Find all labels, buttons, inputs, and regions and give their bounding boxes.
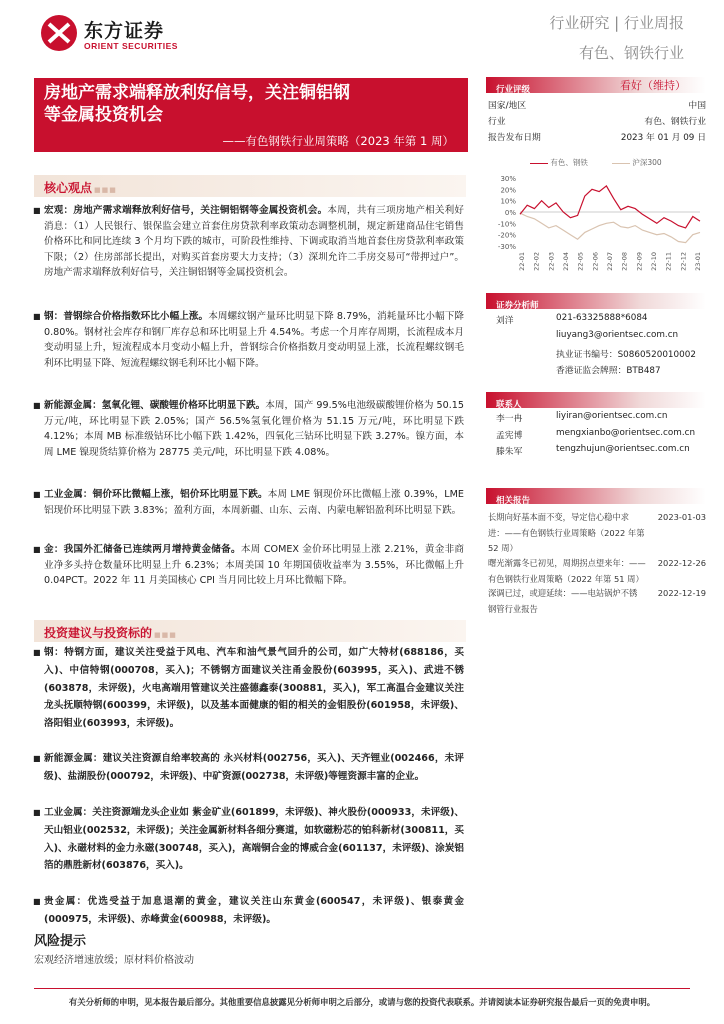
- core-item-macro: [33, 203, 464, 281]
- info-value: 有色、钢铁行业: [644, 117, 706, 127]
- core-item-body: 本周 COMEX 金价环比明显上涨 2.21%，黄金非商业净多头持仓数量环比明显上升 6.23%；本周美国 10 年期国债收益率为 3.55%，环比微幅上升 0.04PCT。2022 年 11 月美国核心 CPI 当月同比较上月环比微幅下降。: [44, 544, 464, 587]
- x-tick-label: 22-05: [576, 252, 585, 271]
- y-tick-label: 30%: [500, 175, 516, 183]
- bullet-icon: ■: [33, 545, 41, 554]
- y-tick-label: -10%: [497, 220, 516, 229]
- title-banner: [34, 78, 468, 152]
- related-report[interactable]: [488, 510, 710, 557]
- advice-item-steel: [33, 644, 464, 733]
- report-category: [549, 12, 684, 63]
- legend-line-icon: [530, 163, 548, 164]
- y-tick-label: 10%: [500, 197, 516, 206]
- related-report-date: 2022-12-26: [657, 558, 706, 568]
- analyst-phone: 021-63325888*6084: [556, 313, 648, 323]
- legend-item-sector: [530, 157, 588, 168]
- info-row: [488, 130, 706, 143]
- advice-item-precious: [33, 893, 464, 929]
- related-report-title: 有色钢铁行业周策略（2022 年第 51 周）: [488, 573, 644, 584]
- bullet-icon: ■: [33, 648, 41, 657]
- core-item-lead: 金：我国外汇储备已连续两月增持黄金储备。: [44, 544, 241, 555]
- core-item-lead: 宏观：房地产需求端释放利好信号，关注铜铝钢等金属投资机会。: [44, 205, 328, 216]
- info-value: 中国: [688, 101, 706, 111]
- y-tick-label: 0%: [504, 209, 516, 217]
- bullet-icon: ■: [33, 312, 41, 321]
- related-report-title: 52 周）: [488, 543, 518, 553]
- x-tick-label: 22-12: [679, 252, 688, 271]
- heading-dots-icon: ■■■: [154, 631, 177, 639]
- related-heading-text: 相关报告: [496, 496, 531, 506]
- company-logo: [40, 14, 190, 56]
- x-tick-label: 22-11: [664, 252, 673, 271]
- x-tick-label: 22-09: [635, 252, 644, 271]
- series-line-sector: [520, 186, 700, 228]
- x-tick-label: 22-02: [532, 252, 541, 271]
- analyst-license: 执业证书编号：S0860520010002: [556, 350, 696, 360]
- rating-heading-text: 行业评级: [496, 85, 531, 95]
- bullet-icon: ■: [33, 754, 41, 763]
- info-key: 报告发布日期: [488, 133, 541, 143]
- logo-chinese-name: 东方证券: [84, 20, 165, 42]
- x-tick-label: 23-01: [694, 252, 702, 271]
- core-item-lead: 新能源金属：氢氧化锂、碳酸锂价格环比明显下跌。: [44, 400, 266, 411]
- related-report-title: 长期向好基本面不变，导定信心稳中求: [488, 512, 630, 522]
- core-item-industrial: [33, 487, 464, 518]
- core-item-new-energy: [33, 398, 465, 460]
- contact-email[interactable]: mengxianbo@orientsec.com.cn: [556, 428, 696, 438]
- advice-item-industrial: [33, 804, 464, 875]
- bullet-icon: ■: [33, 206, 41, 215]
- risk-heading: 风险提示: [34, 934, 87, 949]
- contacts-heading: [486, 392, 706, 408]
- info-row: [488, 114, 706, 127]
- bullet-icon: ■: [33, 490, 41, 499]
- advice-item-text: 钢：特钢方面，建议关注受益于风电、汽车和油气景气回升的公司，如广大特材(688186，买入)、中信特钢(000708，买入)；不锈钢方面建议关注甬金股份(603995，买入)、武进不锈(603878，未评级)，火电高端用管建议关注盛德鑫泰(300881，买入)，军工高温合金建议关注龙头抚顺特钢(600399，未评级)，以及基本面健康的钼的相关的金钼股份(601958，未评级)、洛阳钼业(603993，未评级)。: [44, 647, 464, 730]
- related-heading: [486, 488, 706, 504]
- contact-email[interactable]: tengzhujun@orientsec.com.cn: [556, 444, 690, 454]
- heading-dots-icon: ■■■: [94, 186, 117, 194]
- core-item-lead: 工业金属：铜价环比微幅上涨，铝价环比明显下跌。: [44, 489, 268, 500]
- related-report[interactable]: [488, 556, 710, 587]
- core-view-heading: [34, 175, 466, 197]
- analyst-heading-text: 证券分析师: [496, 301, 539, 311]
- logo-english-name: ORIENT SECURITIES: [84, 41, 178, 51]
- x-tick-label: 22-04: [562, 252, 570, 271]
- legend-item-index: [612, 157, 662, 168]
- contact-name: 滕朱军: [496, 447, 523, 457]
- info-row: [488, 98, 706, 111]
- bullet-icon: ■: [33, 808, 41, 817]
- contact-name: 李一冉: [496, 414, 523, 424]
- title-line-2: 等金属投资机会: [44, 105, 163, 125]
- analyst-name: 刘洋: [496, 316, 514, 326]
- contacts-heading-text: 联系人: [496, 400, 522, 410]
- core-item-lead: 钢：普钢综合价格指数环比小幅上涨。: [44, 311, 209, 322]
- footer-divider: [34, 988, 690, 989]
- footer-disclaimer: 有关分析师的申明，见本报告最后部分。其他重要信息披露见分析师申明之后部分，或请与您的投资代表联系。并请阅读本证券研究报告最后一页的免责申明。: [68, 997, 656, 1007]
- core-item-body: 本周，国产 99.5%电池级碳酸锂价格为 50.15 万元/吨，环比明显下跌 2.05%；国产 56.5%氢氧化锂价格为 51.15 万元/吨，环比明显下跌 4.12%；本周 MB 标准级钴环比小幅下跌 1.42%，四氧化三钴环比明显下跌 3.27%。镍方面，本周 LME 镍现货结算价格为 28775 美元/吨，环比明显下跌 4.08%。: [44, 400, 465, 458]
- related-report-title: 曙光渐露冬已初见，周期拐点望来年：——: [488, 558, 646, 568]
- info-value: 2023 年 01 月 09 日: [620, 133, 706, 143]
- series-line-index: [520, 213, 700, 243]
- analyst-hk-license: 香港证监会牌照：BTB487: [556, 366, 661, 376]
- advice-heading-text: 投资建议与投资标的: [44, 626, 153, 640]
- report-subtitle: ——有色钢铁行业周策略（2023 年第 1 周）: [222, 134, 454, 148]
- core-item-steel: [33, 309, 465, 371]
- core-item-body: 本周，共有三项房地产相关利好消息：（1）人民银行、银保监会建立首套住房贷款利率政策动态调整机制，规定新建商品住宅销售价格环比和同比连续 3 个月均下跌的城市，可阶段性维持、下调或取消当地首套住房贷款利率政策下限；（2）住房部部长提出，对购买首套房要大力支持；（3）深圳允许二手房交易可“带押过户”。房地产需求端释放利好信号，关注铜铝钢等金属投资机会。: [44, 205, 464, 279]
- x-tick-label: 22-01: [518, 252, 526, 271]
- rating-value: 看好（维持）: [620, 79, 686, 92]
- related-report-title: 进：——有色钢铁行业周策略（2022 年第: [488, 527, 645, 538]
- report-industry: 有色、钢铁行业: [578, 44, 684, 62]
- core-item-body: 本周螺纹钢产量环比明显下降 8.79%，消耗量环比小幅下降 0.80%。钢材社会库存和钢厂库存总和环比明显上升 4.54%。考虑一个月库存周期，长流程成本月变动明显上升，短流程成本月变动小幅上升，普钢综合价格指数月变动明显上涨，长流程螺纹钢毛利环比明显下降、短流程螺纹钢毛利环比小幅下降。: [44, 311, 465, 369]
- legend-line-icon: [612, 163, 630, 164]
- bullet-icon: ■: [33, 897, 41, 906]
- advice-heading: [34, 620, 466, 642]
- related-report-date: 2022-12-19: [657, 588, 706, 598]
- orient-logo-icon: [40, 14, 78, 52]
- x-tick-label: 22-07: [606, 252, 614, 271]
- analyst-heading: [486, 293, 706, 309]
- core-item-gold: [33, 542, 464, 589]
- advice-item-new-energy: [33, 750, 464, 786]
- legend-label: 有色、钢铁: [550, 158, 588, 167]
- y-tick-label: -20%: [497, 231, 516, 240]
- related-report[interactable]: [488, 586, 710, 617]
- y-tick-label: -30%: [497, 243, 516, 251]
- x-tick-label: 22-03: [547, 252, 556, 271]
- related-report-title: 深调已过，或迎延续：——电站锅炉不锈: [488, 588, 638, 598]
- contact-email[interactable]: liyiran@orientsec.com.cn: [556, 411, 668, 421]
- analyst-email[interactable]: liuyang3@orientsec.com.cn: [556, 330, 679, 340]
- advice-item-text: 新能源金属：建议关注资源自给率较高的 永兴材料(002756，买入)、天齐锂业(002466，未评级)、盐湖股份(000792，未评级)、中矿资源(002738，未评级)等锂资源丰富的企业。: [44, 753, 464, 782]
- performance-chart: [486, 168, 708, 286]
- advice-item-text: 工业金属：关注资源端龙头企业如 紫金矿业(601899，未评级)、神火股份(000933，未评级)、天山铝业(002532，未评级)；关注金属新材料各细分赛道，如软磁粉芯的铂科新材(300811，买入)、永磁材料的金力永磁(300748，买入)，高端铜合金的博威合金(601137，未评级)、涂炭铝箔的鼎胜新材(603876，买入)。: [44, 807, 464, 872]
- report-type: 行业研究 | 行业周报: [549, 14, 684, 32]
- risk-body: 宏观经济增速放缓；原材料价格波动: [34, 955, 194, 966]
- info-key: 行业: [488, 117, 506, 127]
- x-tick-label: 22-08: [620, 252, 629, 271]
- core-item-body: 本周 LME 铜现价环比微幅上涨 0.39%，LME 铝现价环比明显下跌 3.83%；盈利方面，本周新疆、山东、云南、内蒙电解铝盈利环比明显下跌。: [44, 489, 464, 516]
- info-key: 国家/地区: [488, 101, 527, 111]
- x-tick-label: 22-06: [591, 252, 600, 271]
- title-line-1: 房地产需求端释放利好信号，关注铜铝钢: [44, 83, 350, 103]
- advice-item-text: 贵金属：优选受益于加息退潮的黄金，建议关注山东黄金(600547，未评级)、银泰黄金(000975，未评级)、赤峰黄金(600988，未评级)。: [44, 896, 464, 925]
- y-tick-label: 20%: [500, 186, 516, 195]
- x-tick-label: 22-10: [650, 252, 658, 271]
- bullet-icon: ■: [33, 401, 41, 410]
- contact-name: 孟宪博: [496, 431, 523, 441]
- related-report-title: 钢管行业报告: [488, 603, 538, 614]
- core-view-heading-text: 核心观点: [44, 181, 93, 195]
- related-report-date: 2023-01-03: [657, 512, 706, 522]
- legend-label: 沪深300: [632, 158, 662, 167]
